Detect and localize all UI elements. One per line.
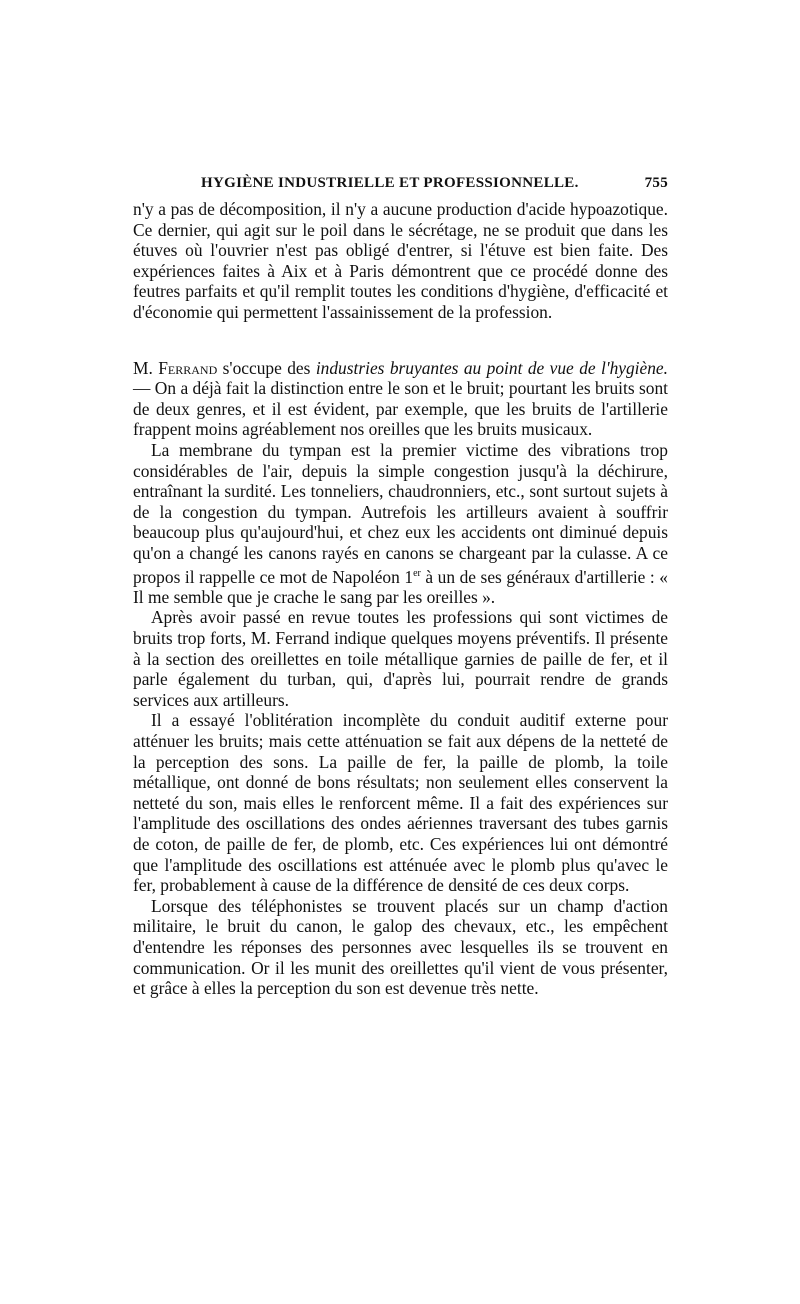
document-page <box>133 175 668 999</box>
intro-lead: s'occupe des <box>217 357 316 378</box>
intro-text: — On a déjà fait la distinction entre le son et le bruit; pourtant les bruits sont de deux genres, et il est évident, par exemple, que les bruits de l'artillerie frappent moins agréablement nos oreilles que les bruits musicaux. <box>133 378 668 440</box>
running-header <box>133 175 668 199</box>
author-name: Ferrand <box>158 357 218 378</box>
paragraph-text: La membrane du tympan est la premier victime des vibrations trop considérables de l'air, depuis la simple congestion jusqu'à la déchirure, entraînant la surdité. Les tonneliers, chaudronniers, etc., sont surtout sujets à de la congestion du tympan. Autrefois les artilleurs avaient à souffrir beaucoup plus qu'aujourd'hui, et chez eux les accidents ont diminué depuis qu'on a changé les canons rayés en canons se chargeant par la culasse. A ce propos il rappelle ce mot de Napoléon 1 <box>133 439 668 587</box>
paragraph-preventive: Après avoir passé en revue toutes les professions qui sont victimes de bruits trop forts, M. Ferrand indique quelques moyens préventifs. Il présente à la section des oreillettes en toile métallique garnies de paille de fer, et il parle également du turban, qui, d'après lui, pourrait rendre de grands services aux artilleurs. <box>133 607 668 710</box>
paragraph-tympan <box>133 440 668 608</box>
page-number: 755 <box>644 175 668 191</box>
author-prefix: M. <box>133 357 159 378</box>
paragraph-continuation: n'y a pas de décomposition, il n'y a aucune production d'acide hypoazotique. Ce dernier, qui agit sur le poil dans le sécrétage, ne se produit que dans les étuves où l'ouvrier n'est pas obligé d'entrer, si l'étuve est bien faite. Des expériences faites à Aix et à Paris démontrent que ce procédé donne des feutres parfaits et qu'il remplit toutes les conditions d'hygiène, d'efficacité et d'économie qui permettent l'assainissement de la profession. <box>133 199 668 322</box>
superscript-er: er <box>413 567 421 579</box>
paragraph-ferrand-intro <box>133 358 668 440</box>
paragraph-experiments: Il a essayé l'oblitération incomplète du conduit auditif externe pour atténuer les bruits; mais cette atténuation se fait aux dépens de la netteté de la perception des sons. La paille de fer, la paille de plomb, la toile métallique, ont donné de bons résultats; non seulement elles conservent la netteté du son, mais elles le renforcent même. Il a fait des expériences sur l'amplitude des oscillations des ondes aériennes traversant des tubes garnis de coton, de paille de fer, de plomb, etc. Ces expériences lui ont démontré que l'amplitude des oscillations est atténuée avec le plomb plus qu'avec le fer, probablement à cause de la différence de densité de ces deux corps. <box>133 710 668 896</box>
paragraph-telephonists: Lorsque des téléphonistes se trouvent placés sur un champ d'action militaire, le bruit du canon, le galop des chevaux, etc., les empêchent d'entendre les réponses des personnes avec lesquelles ils se trouvent en communication. Or il les munit des oreillettes qu'il vient de vous présenter, et grâce à elles la perception du son est devenue très nette. <box>133 895 668 999</box>
paragraph-text-end: à un de ses généraux d'artillerie : « Il me semble que je crache le sang par les oreilles ». <box>133 566 668 607</box>
running-title: HYGIÈNE INDUSTRIELLE ET PROFESSIONNELLE. <box>201 175 579 191</box>
topic-title: industries bruyantes au point de vue de l'hygiène. <box>315 357 668 378</box>
